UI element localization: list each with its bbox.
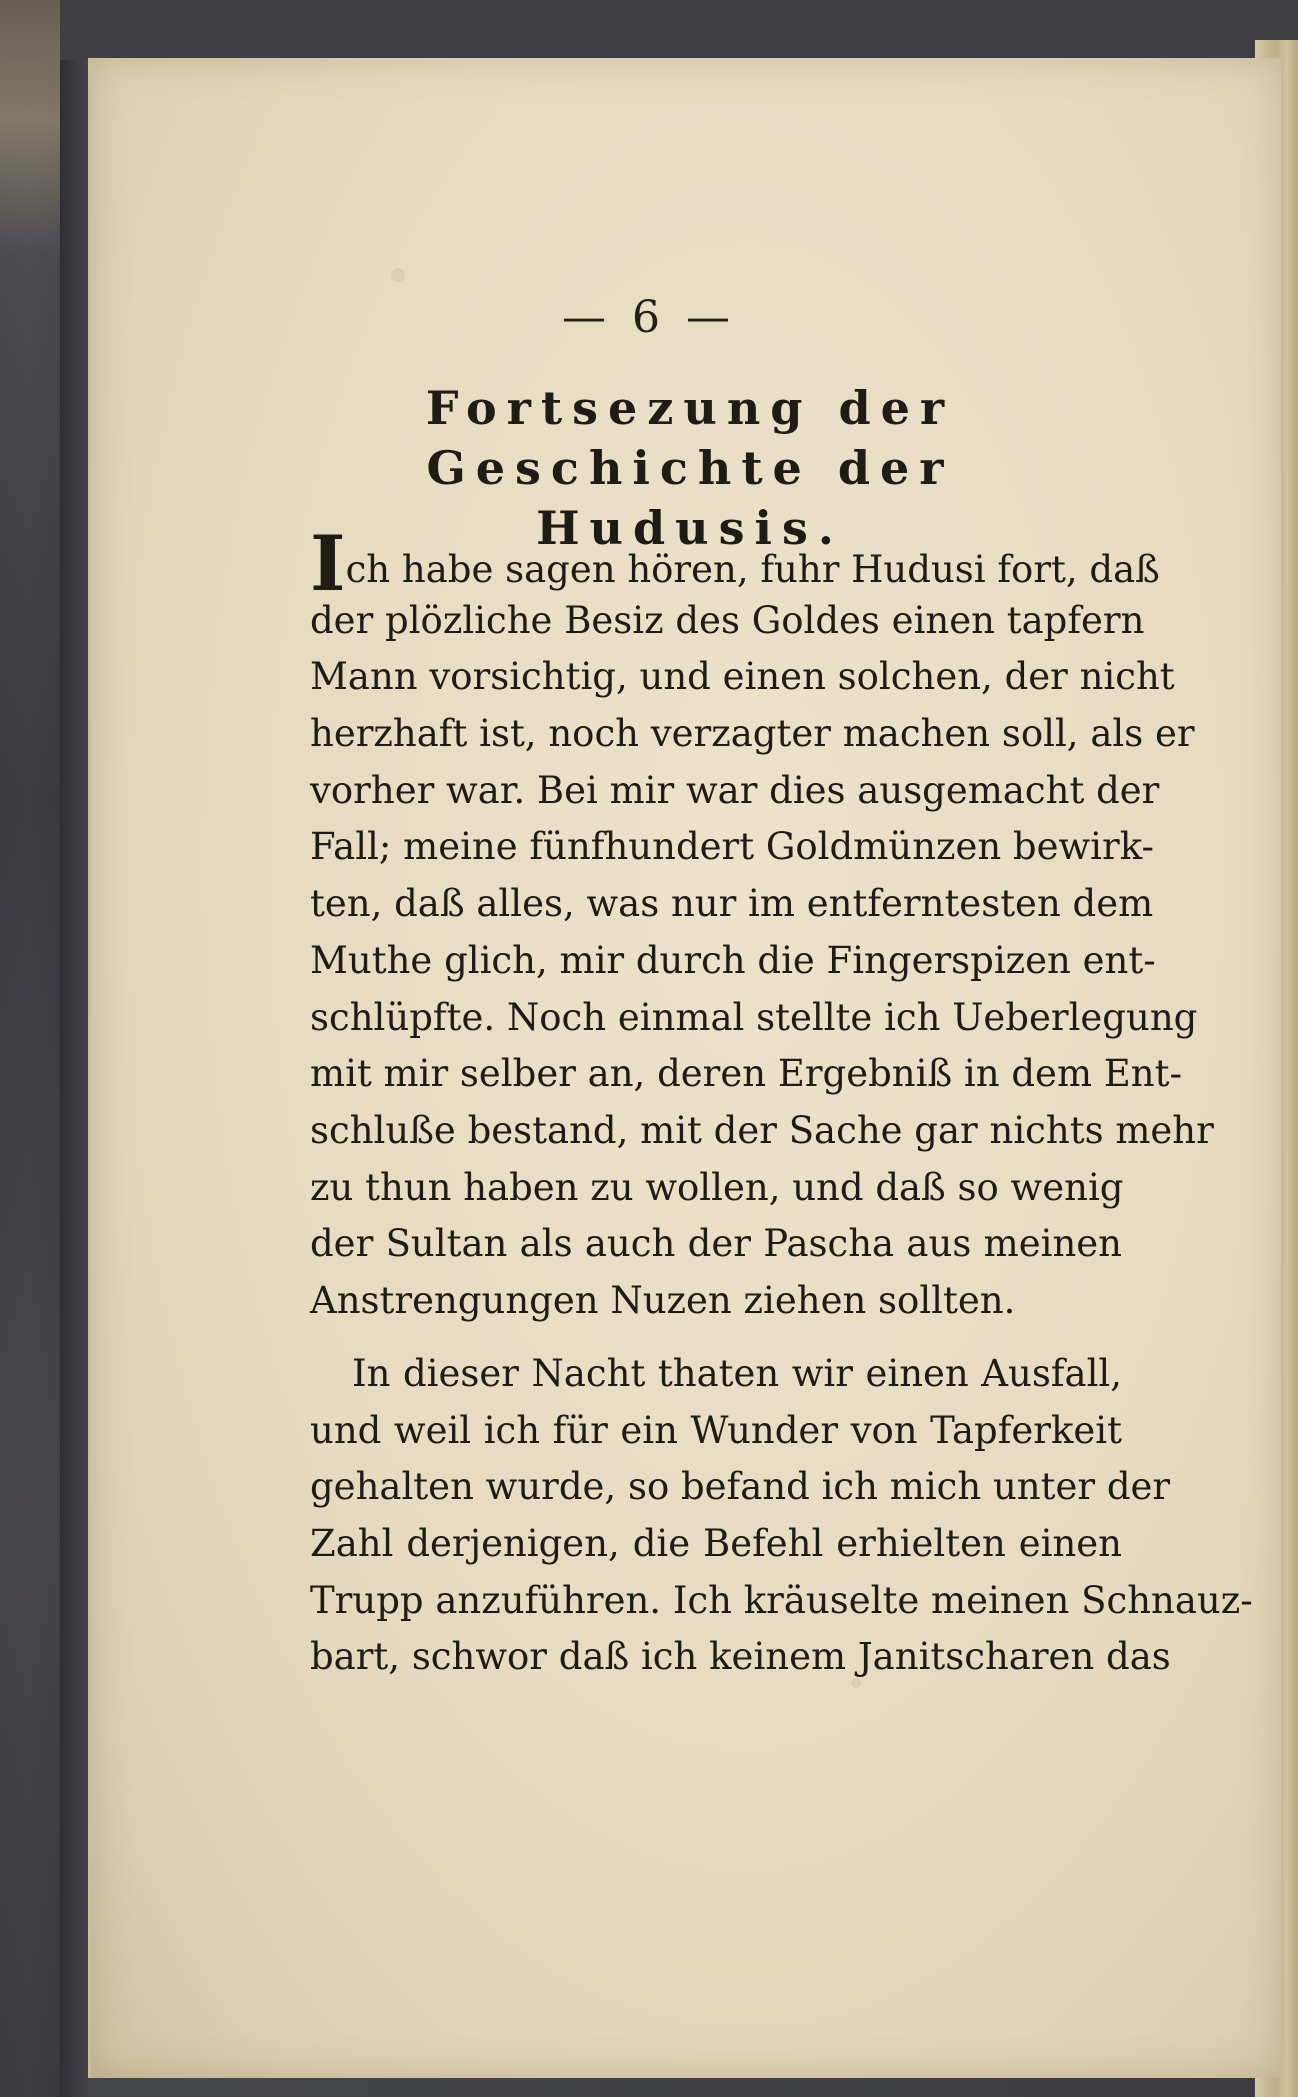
text-line: vorher war. Bei mir war dies ausgemacht der	[310, 768, 1160, 812]
text-line: herzhaft ist, noch verzagter machen soll, als er	[310, 712, 1195, 756]
text-line: schlüpfte. Noch einmal stellte ich Ueberlegung	[310, 995, 1198, 1039]
text-line: Anstrengungen Nuzen ziehen sollten.	[310, 1278, 1016, 1322]
chapter-heading	[300, 378, 1080, 558]
text-line: gehalten wurde, so befand ich mich unter der	[310, 1465, 1171, 1509]
paragraph-2	[310, 1346, 1253, 1686]
text-line: Zahl derjenigen, die Befehl erhielten einen	[310, 1522, 1122, 1566]
text-line: Fall; meine fünfhundert Goldmünzen bewirk-	[310, 825, 1154, 869]
text-line: Trupp anzuführen. Ich kräuselte meinen Schnauz-	[310, 1578, 1253, 1622]
text-line: der plözliche Besiz des Goldes einen tapfern	[310, 598, 1145, 642]
text-line: zu thun haben zu wollen, und daß so wenig	[310, 1165, 1124, 1209]
text-line: mit mir selber an, deren Ergebniß in dem Ent-	[310, 1052, 1182, 1096]
paper-stain	[391, 268, 405, 282]
text-line: Mann vorsichtig, und einen solchen, der nicht	[310, 655, 1175, 699]
text-line: Ich habe sagen hören, fuhr Hudusi fort, daß	[310, 519, 1160, 608]
text-line: schluße bestand, mit der Sache gar nichts mehr	[310, 1108, 1214, 1152]
text-line: Muthe glich, mir durch die Fingerspizen ent-	[310, 938, 1156, 982]
chapter-heading-line-2: Hudusis.	[536, 501, 844, 555]
text-line: In dieser Nacht thaten wir einen Ausfall,	[352, 1352, 1122, 1395]
text-line: und weil ich für ein Wunder von Tapferkeit	[310, 1408, 1122, 1452]
text-line: bart, schwor daß ich keinem Janitscharen das	[310, 1635, 1171, 1679]
chapter-heading-line-1: Fortsezung der Geschichte der	[425, 381, 955, 495]
cover-top-edge	[0, 0, 1298, 60]
page-number: — 6 —	[562, 292, 736, 343]
drop-cap: I	[310, 519, 346, 608]
text-line: ten, daß alles, was nur im entferntesten dem	[310, 882, 1154, 926]
text-line: der Sultan als auch der Pascha aus meinen	[310, 1222, 1122, 1266]
